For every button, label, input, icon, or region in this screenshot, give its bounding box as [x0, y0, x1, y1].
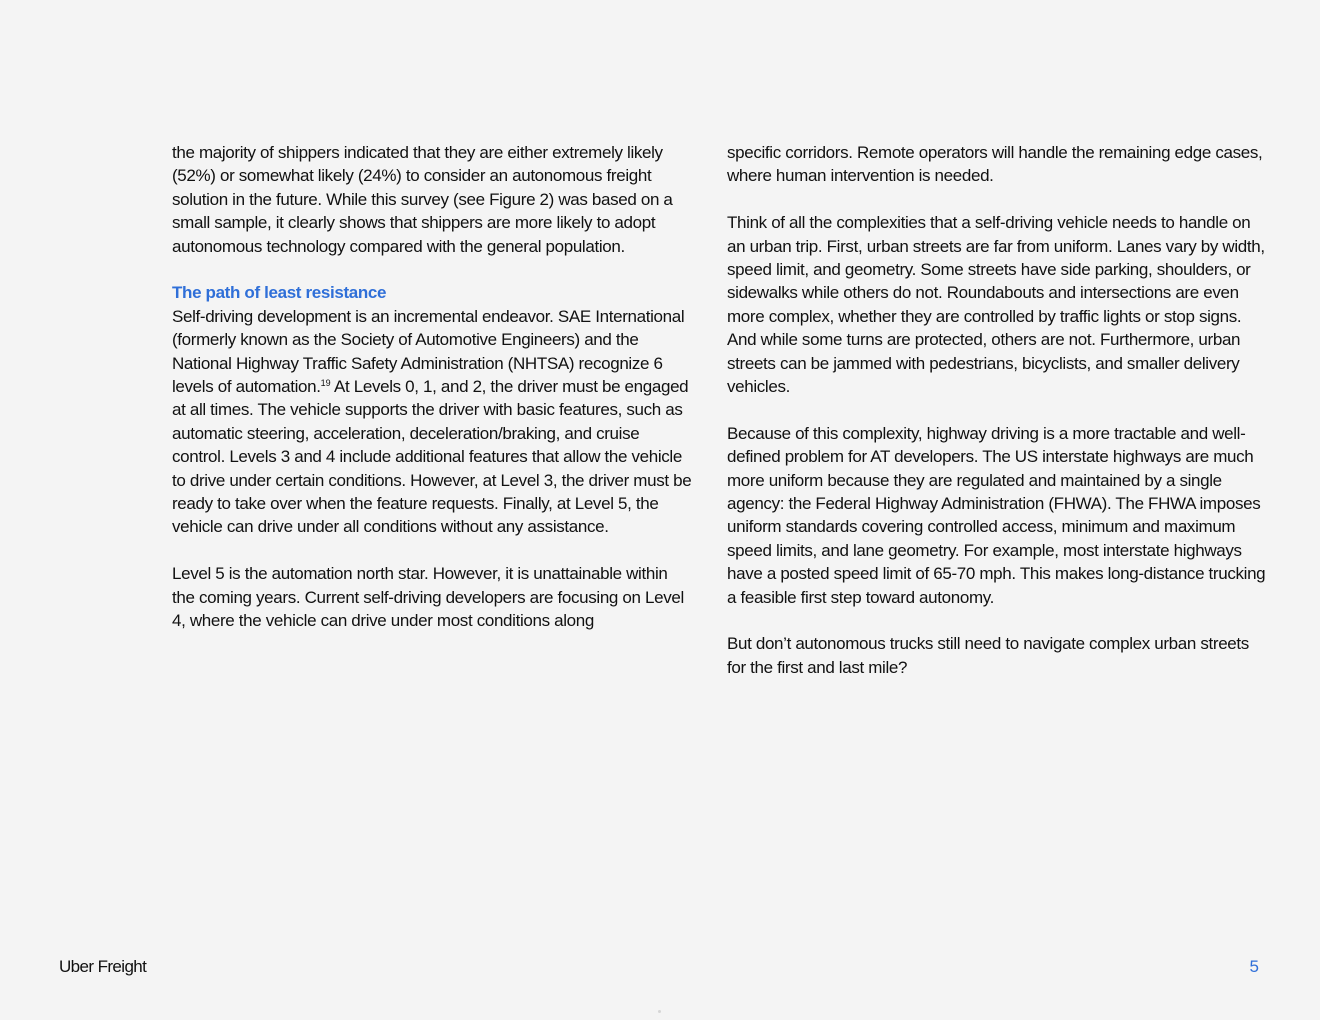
right-column	[727, 141, 1267, 679]
left-paragraph-2	[172, 305, 692, 539]
brand-logo: Uber Freight	[59, 957, 147, 976]
left-paragraph-3: Level 5 is the automation north star. However, it is unattainable within the coming years. Current self-driving developers are focusing on Level 4, where the vehicle can drive under most conditions along	[172, 564, 684, 631]
left-paragraph-2-text-end: At Levels 0, 1, and 2, the driver must be engaged at all times. The vehicle supports the driver with basic features, such as automatic steering, acceleration, deceleration/braking, and cruise control. Levels 3 and 4 include additional features that allow the vehicle to drive under certain conditions. However, at Level 3, the driver must be ready to take over when the feature requests. Finally, at Level 5, the vehicle can drive under all conditions without any assistance.	[172, 377, 692, 537]
page-marker-dot	[658, 1010, 661, 1013]
right-paragraph-4: But don’t autonomous trucks still need to navigate complex urban streets for the first and last mile?	[727, 634, 1249, 677]
left-paragraph-2-text-start: Self-driving development is an incremental endeavor. SAE International (formerly known as the Society of Automotive Engineers) and the National Highway Traffic Safety Administration (NHTSA) recognize 6 levels of automation.	[172, 306, 685, 397]
footnote-reference: 19	[320, 378, 331, 389]
right-paragraph-3: Because of this complexity, highway driving is a more tractable and well-defined problem for AT developers. The US interstate highways are much more uniform because they are regulated and maintained by a single agency: the Federal Highway Administration (FHWA). The FHWA imposes uniform standards covering controlled access, minimum and maximum speed limits, and lane geometry. For example, most interstate highways have a posted speed limit of 65-70 mph. This makes long-distance trucking a feasible first step toward autonomy.	[727, 423, 1266, 607]
left-column	[172, 141, 692, 633]
right-paragraph-2: Think of all the complexities that a self-driving vehicle needs to handle on an urban trip. First, urban streets are far from uniform. Lanes vary by width, speed limit, and geometry. Some streets have side parking, shoulders, or sidewalks while others do not. Roundabouts and intersections are even more complex, whether they are controlled by traffic lights or stop signs. And while some turns are protected, others are not. Furthermore, urban streets can be jammed with pedestrians, bicyclists, and smaller delivery vehicles.	[727, 213, 1265, 397]
section-heading: The path of least resistance	[172, 283, 387, 303]
page-number: 5	[1249, 957, 1259, 976]
left-paragraph-1: the majority of shippers indicated that they are either extremely likely (52%) or somewhat likely (24%) to consider an autonomous freight solution in the future. While this survey (see Figure 2) was based on a small sample, it clearly shows that shippers are more likely to adopt autonomous technology compared with the general population.	[172, 143, 673, 256]
right-paragraph-1: specific corridors. Remote operators will handle the remaining edge cases, where human intervention is needed.	[727, 143, 1263, 186]
